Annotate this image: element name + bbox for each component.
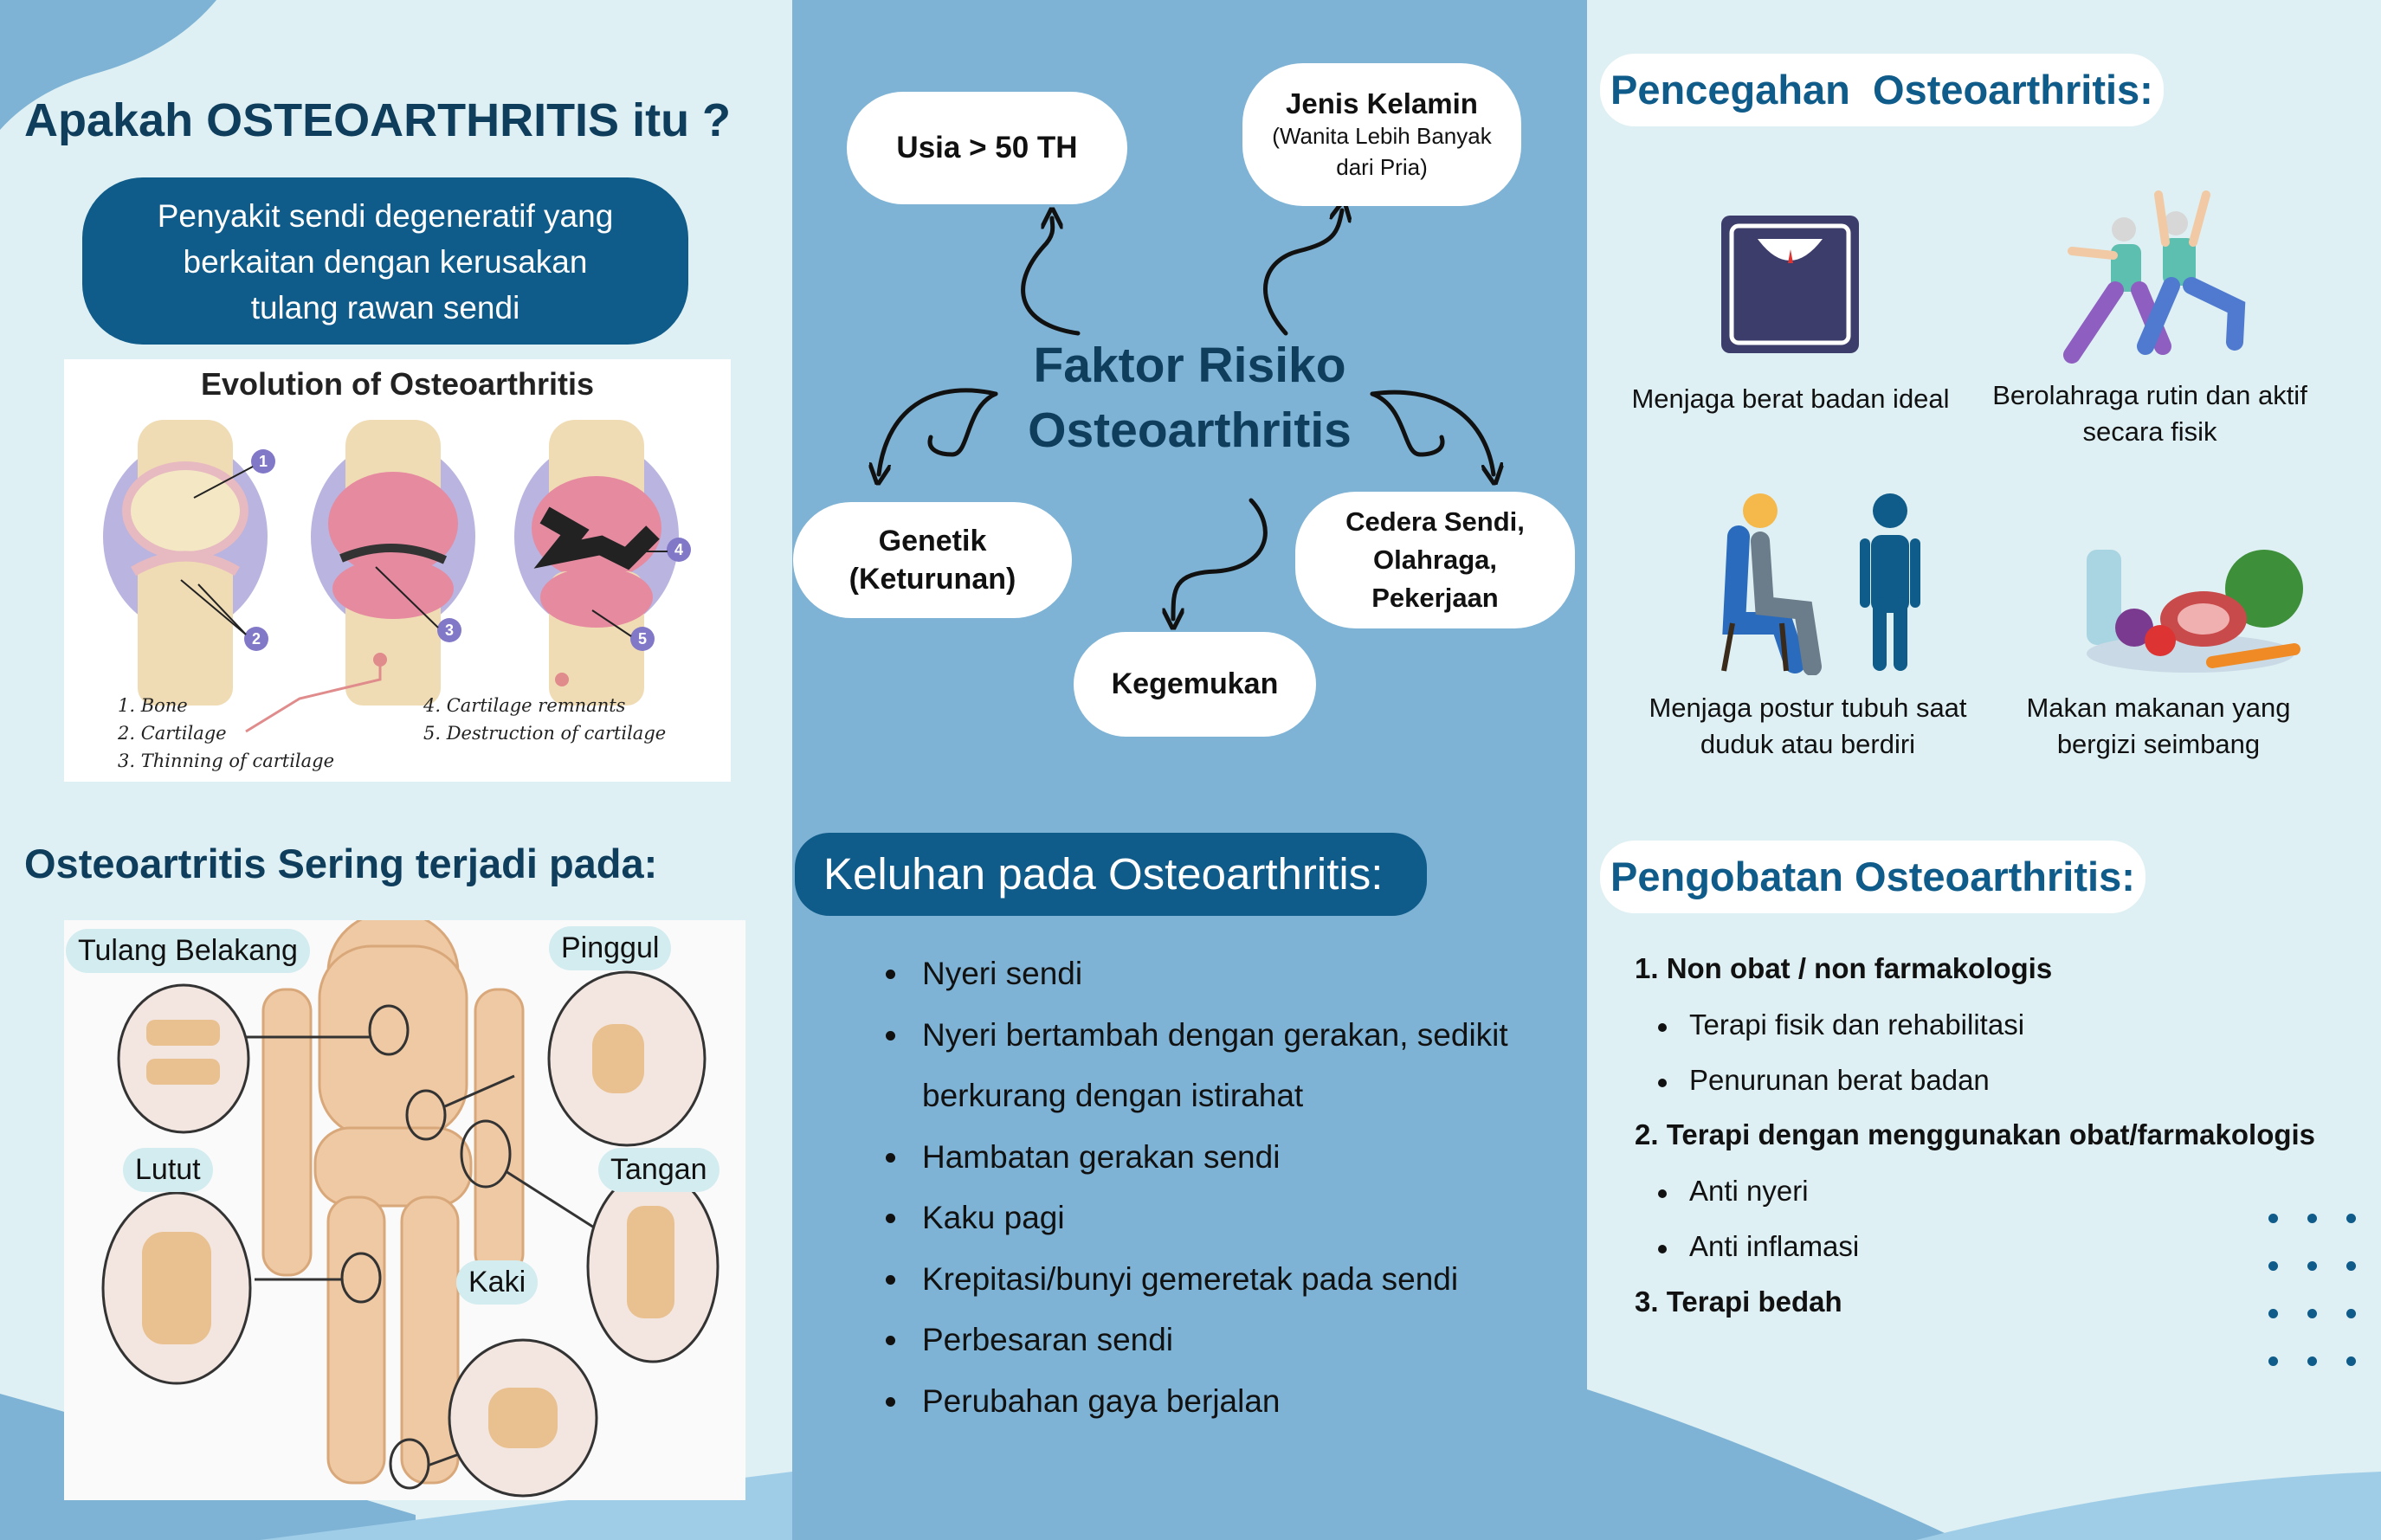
site-label-hip: Pinggul xyxy=(549,926,671,970)
complaint-item-continued: berkurang dengan istirahat xyxy=(922,1078,1304,1113)
definition-line: tulang rawan sendi xyxy=(250,290,520,325)
thinning-joint xyxy=(311,420,475,706)
risk-title-line: Osteoarthritis xyxy=(1028,403,1352,458)
caption-line: Makan makanan yang xyxy=(2026,693,2291,723)
complaint-item: Nyeri bertambah dengan gerakan, sedikit xyxy=(881,1005,1508,1066)
site-label-knee: Lutut xyxy=(123,1148,213,1192)
what-is-oa-title: Apakah OSTEOARTHRITIS itu ? xyxy=(24,94,732,146)
caption-line: Berolahraga rutin dan aktif xyxy=(1992,380,2307,410)
treatment-item: Penurunan berat badan xyxy=(1658,1064,1990,1097)
complaint-list xyxy=(881,944,1508,1432)
prevention-exercise-caption xyxy=(1977,377,2323,450)
marker-label: 3 xyxy=(444,622,455,639)
risk-genetic-label: Genetik xyxy=(878,525,987,557)
joint-illustration xyxy=(64,359,731,782)
destroyed-joint xyxy=(514,420,679,706)
treatment-item: Anti nyeri xyxy=(1658,1175,1809,1208)
often-occurs-title: Osteoartritis Sering terjadi pada: xyxy=(24,841,658,886)
complaint-item: Perbesaran sendi xyxy=(881,1310,1508,1371)
healthy-food-icon xyxy=(2074,545,2307,684)
prevention-posture-caption xyxy=(1622,690,1994,763)
caption-line: secara fisik xyxy=(2082,416,2217,447)
caption-line: duduk atau berdiri xyxy=(1700,729,1916,759)
risk-gender-note: (Wanita Lebih Banyak xyxy=(1272,122,1492,149)
definition-line: Penyakit sendi degeneratif yang xyxy=(157,198,614,234)
evolution-title: Evolution of Osteoarthritis xyxy=(200,366,595,402)
legend-item: 4. Cartilage remnants xyxy=(423,695,626,716)
body-figure xyxy=(64,920,745,1500)
treatment-heading: 3. Terapi bedah xyxy=(1635,1285,1842,1318)
risk-obesity-bubble xyxy=(1074,632,1316,737)
risk-injury-label: Pekerjaan xyxy=(1371,583,1499,613)
risk-age-label: Usia > 50 TH xyxy=(896,131,1078,164)
wave-bottom-right xyxy=(1587,1350,2381,1540)
risk-factor-title xyxy=(792,333,1587,463)
left-panel xyxy=(0,0,792,1540)
complaint-item: Hambatan gerakan sendi xyxy=(881,1127,1508,1189)
risk-genetic-label: (Keturunan) xyxy=(849,563,1016,596)
risk-age-bubble xyxy=(847,92,1127,204)
posture-people-icon xyxy=(1717,493,1977,675)
legend-item: 3. Thinning of cartilage xyxy=(118,751,335,771)
site-label-foot: Kaki xyxy=(456,1260,538,1305)
caption-line: Menjaga postur tubuh saat xyxy=(1649,693,1967,723)
skeleton-illustration xyxy=(64,920,745,1500)
right-panel xyxy=(1587,0,2381,1540)
site-label-hand: Tangan xyxy=(598,1148,719,1192)
marker-label: 1 xyxy=(258,453,268,470)
evolution-figure xyxy=(64,359,731,782)
weight-scale-icon xyxy=(1719,213,1862,356)
complaint-item: Kaku pagi xyxy=(881,1188,1508,1249)
risk-genetic-bubble xyxy=(793,502,1072,618)
treatment-item: Anti inflamasi xyxy=(1658,1230,1859,1263)
risk-gender-label: Jenis Kelamin xyxy=(1286,87,1478,119)
complaint-title: Keluhan pada Osteoarthritis: xyxy=(795,833,1427,916)
marker-label: 4 xyxy=(674,541,684,558)
marker-label: 5 xyxy=(637,630,648,648)
prevention-weight-caption: Menjaga berat badan ideal xyxy=(1631,383,1950,414)
definition-box xyxy=(82,177,688,345)
treatment-heading: 2. Terapi dengan menggunakan obat/farmakologis xyxy=(1635,1118,2316,1150)
arrow-to-gender xyxy=(1265,210,1342,333)
prevention-food-caption xyxy=(1985,690,2332,763)
treatment-heading: 1. Non obat / non farmakologis xyxy=(1635,952,2053,984)
definition-line: berkaitan dengan kerusakan xyxy=(183,244,588,280)
risk-injury-bubble xyxy=(1295,492,1575,628)
risk-gender-bubble xyxy=(1242,63,1521,206)
exercise-people-icon xyxy=(2063,190,2254,364)
middle-panel xyxy=(792,0,1587,1540)
risk-injury-label: Cedera Sendi, xyxy=(1345,506,1525,537)
complaint-item: Perubahan gaya berjalan xyxy=(881,1371,1508,1433)
arrow-to-age xyxy=(1023,218,1078,333)
complaint-item: Krepitasi/bunyi gemeretak pada sendi xyxy=(881,1249,1508,1311)
treatment-title: Pengobatan Osteoarthritis: xyxy=(1600,841,2145,913)
legend-item: 1. Bone xyxy=(118,695,188,716)
complaint-item: Nyeri sendi xyxy=(881,944,1508,1005)
caption-line: bergizi seimbang xyxy=(2056,729,2261,759)
risk-injury-label: Olahraga, xyxy=(1373,544,1497,575)
prevention-title: Pencegahan Osteoarthritis: xyxy=(1600,54,2164,126)
site-label-spine: Tulang Belakang xyxy=(66,929,310,973)
arrow-to-obesity xyxy=(1173,500,1265,619)
risk-gender-note: dari Pria) xyxy=(1336,153,1428,180)
treatment-item: Terapi fisik dan rehabilitasi xyxy=(1658,1008,2024,1041)
legend-item: 2. Cartilage xyxy=(118,723,227,744)
risk-obesity-label: Kegemukan xyxy=(1111,667,1279,700)
risk-title-line: Faktor Risiko xyxy=(1033,338,1346,393)
marker-label: 2 xyxy=(251,630,261,648)
legend-item: 5. Destruction of cartilage xyxy=(423,723,667,744)
healthy-joint xyxy=(103,420,268,706)
